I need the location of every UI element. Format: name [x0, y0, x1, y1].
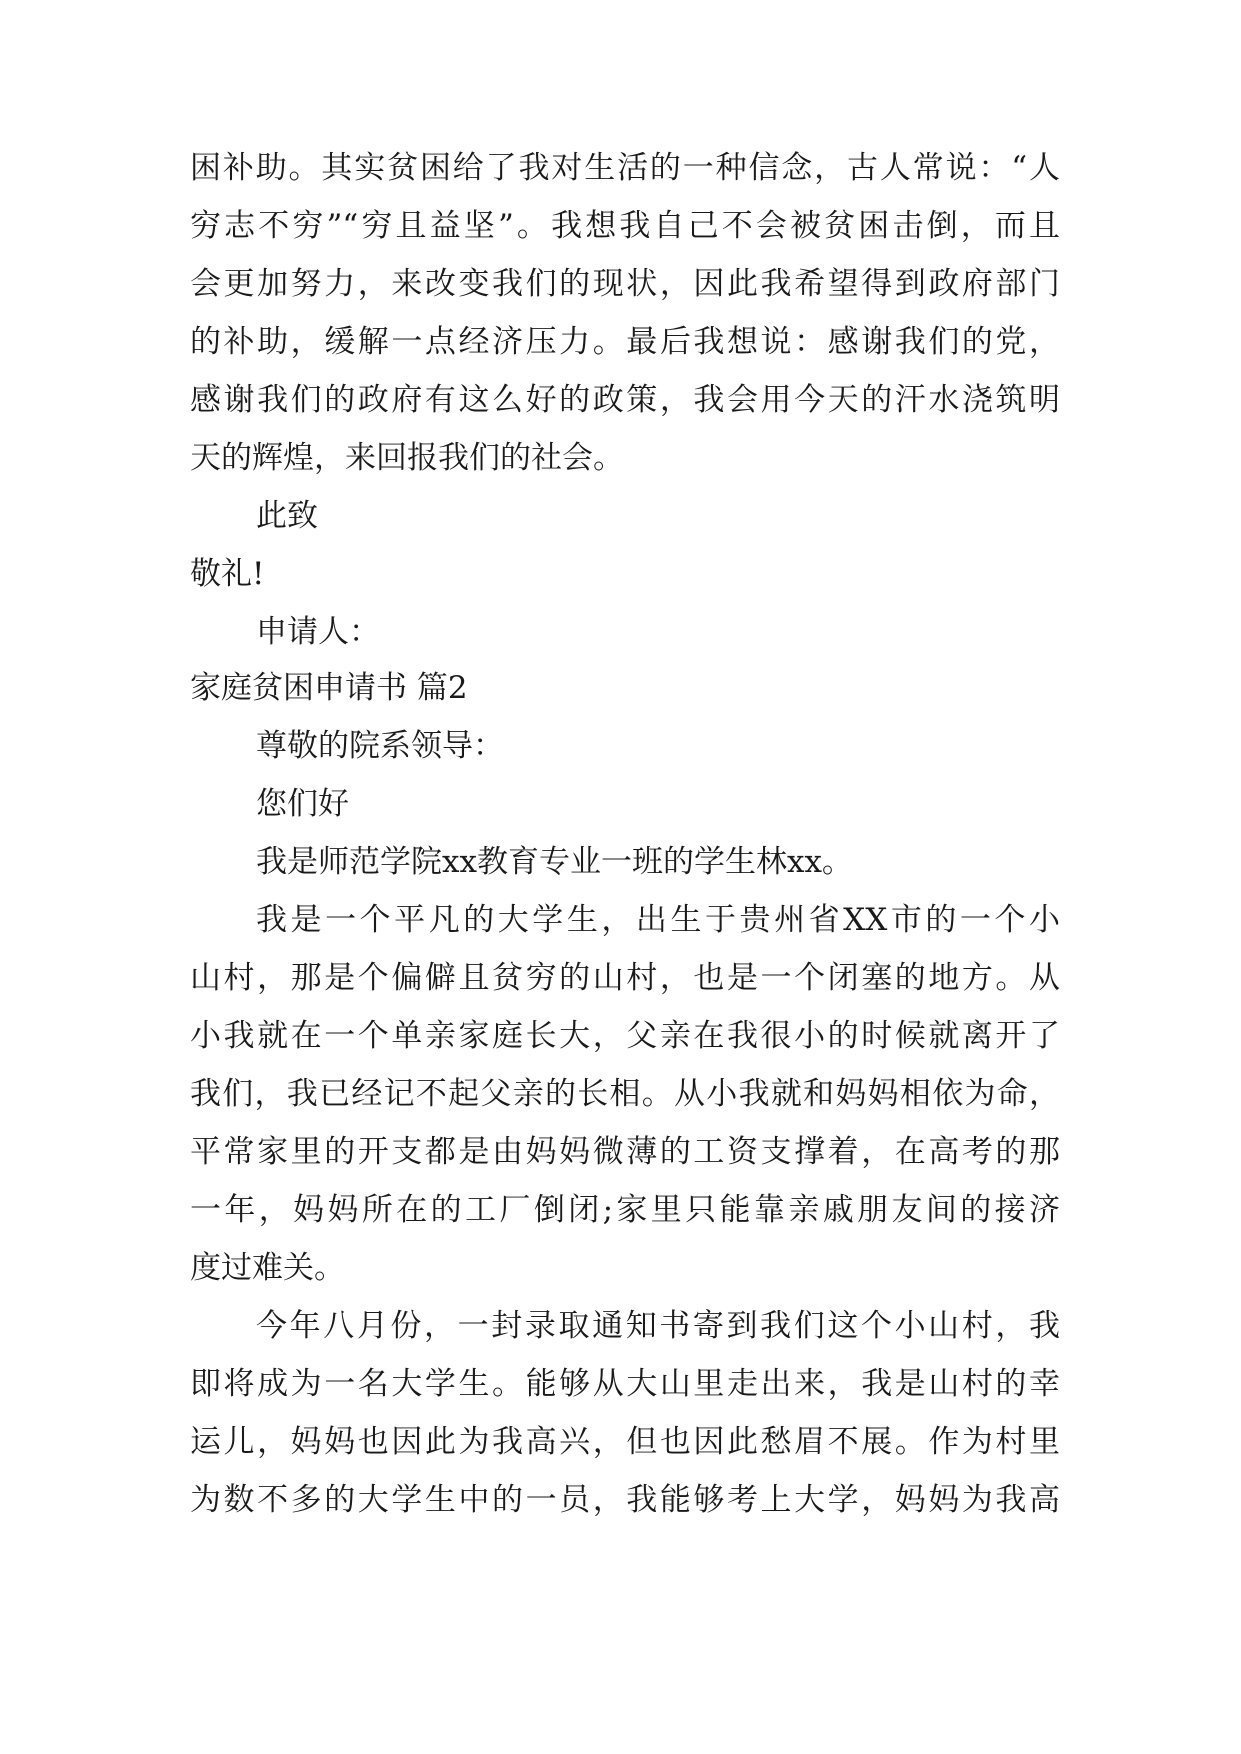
section-heading: 家庭贫困申请书 篇2	[190, 670, 468, 706]
body-line: 天的辉煌，来回报我们的社会。	[190, 440, 624, 476]
body-line: 感谢我们的政府有这么好的政策，我会用今天的汗水浇筑明	[190, 382, 1060, 418]
hello-text: 您们好	[256, 786, 349, 822]
body-line: 山村，那是个偏僻且贫穷的山村，也是一个闭塞的地方。从	[190, 960, 1060, 996]
body-line: 我们，我已经记不起父亲的长相。从小我就和妈妈相依为命，	[190, 1076, 1060, 1112]
intro-text: 我是师范学院xx教育专业一班的学生林xx。	[256, 844, 853, 880]
body-line: 一年，妈妈所在的工厂倒闭;家里只能靠亲戚朋友间的接济	[190, 1192, 1060, 1228]
body-line: 今年八月份，一封录取通知书寄到我们这个小山村，我	[256, 1308, 1060, 1344]
salute-text: 敬礼!	[190, 556, 265, 592]
body-line: 困补助。其实贫困给了我对生活的一种信念，古人常说：“人	[190, 150, 1060, 186]
body-line: 运儿，妈妈也因此为我高兴，但也因此愁眉不展。作为村里	[190, 1424, 1060, 1460]
applicant-label: 申请人：	[256, 614, 380, 650]
body-line: 为数不多的大学生中的一员，我能够考上大学，妈妈为我高	[190, 1482, 1060, 1518]
body-line: 会更加努力，来改变我们的现状，因此我希望得到政府部门	[190, 266, 1060, 302]
body-line: 即将成为一名大学生。能够从大山里走出来，我是山村的幸	[190, 1366, 1060, 1402]
body-line: 我是一个平凡的大学生，出生于贵州省XX市的一个小	[256, 902, 1060, 938]
body-line: 穷志不穷”“穷且益坚”。我想我自己不会被贫困击倒，而且	[190, 208, 1060, 244]
greeting-text: 尊敬的院系领导：	[256, 728, 504, 764]
body-line: 的补助，缓解一点经济压力。最后我想说：感谢我们的党，	[190, 324, 1060, 360]
body-line: 小我就在一个单亲家庭长大，父亲在我很小的时候就离开了	[190, 1018, 1060, 1054]
body-line: 度过难关。	[190, 1250, 345, 1286]
closing-text: 此致	[256, 498, 318, 534]
body-line: 平常家里的开支都是由妈妈微薄的工资支撑着，在高考的那	[190, 1134, 1060, 1170]
